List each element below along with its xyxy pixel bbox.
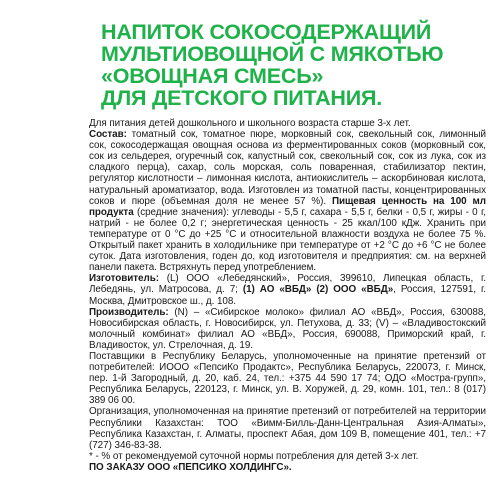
producer-text: (N) – «Сибирское молоко» филиал АО «ВБД», Россия, 630088, Новосибирская область, г. Новосибирск, ул. Петухова, д. 33; (V) – «Владивостокский молочный комбинат» филиал АО «ВБД», Россия, 690088, Приморский край, г. Владивосток, ул. Стрелочная, д. 19. bbox=[89, 306, 486, 351]
nutrition-label: Пищевая ценность на 100 мл продукта bbox=[89, 195, 486, 218]
composition-label: Состав: bbox=[89, 129, 127, 141]
nutrition-text: (средние значения): углеводы - 5,5 г, сахара - 5,5 г, белки - 0,5 г, жиры - 0 г, натрий - не более 0,2 г; энергетическая ценность - 25 ккал/100 кДж. Хранить при температуре от 0 °С до +25 °С и относительной влажности воздуха не более 75 %. Открытый пакет хранить в холодильнике при температуре от +2 °С до +6 °С не более суток. Дата изготовления, годен до, код изготовителя и предприятия: см. на верхней панели пакета. Встряхнуть перед употреблением. bbox=[89, 206, 486, 274]
kazakhstan-claims: Организация, уполномоченная на принятие претензий от потребителей на территории Республики Казахстан: ТОО «Вимм-Билль-Данн-Центральная Азия-Алматы», Республика Казахстан, г. Алматы, проспект Абая, дом 109 В, помещение 401, тел.: +7 (727) 346-83-38. bbox=[89, 406, 486, 451]
manufacturer-vbd: (1) АО «ВБД» (2) ООО «ВБД» bbox=[242, 284, 394, 296]
title-line-3: «ОВОЩНАЯ СМЕСЬ» bbox=[101, 64, 324, 88]
manufacturer-vbd-address: , Россия, 127591, г. Москва, Дмитровское ш., д. 108. bbox=[89, 284, 486, 307]
title-line-2: МУЛЬТИОВОЩНОЙ С МЯКОТЬЮ bbox=[101, 42, 444, 66]
composition-paragraph bbox=[89, 129, 486, 273]
footnote: * - % от рекомендуемой суточной нормы потребления для детей 3-х лет. bbox=[89, 450, 419, 462]
label-text bbox=[89, 118, 486, 473]
intro-text: Для питания детей дошкольного и школьного возраста старше 3-х лет. bbox=[89, 118, 411, 129]
manufacturer-paragraph bbox=[89, 273, 486, 306]
order-notice: ПО ЗАКАЗУ ООО «ПЕПСИКО ХОЛДИНГС». bbox=[89, 461, 292, 473]
producer-paragraph bbox=[89, 307, 486, 351]
product-title bbox=[89, 0, 486, 109]
title-line-4: ДЛЯ ДЕТСКОГО ПИТАНИЯ. bbox=[101, 86, 383, 110]
producer-label: Производитель: bbox=[89, 306, 169, 318]
title-line-1: НАПИТОК СОКОСОДЕРЖАЩИЙ bbox=[101, 20, 432, 44]
composition-text: томатный сок, томатное пюре, морковный сок, свекольный сок, лимонный сок, сокосодержащая овощная основа из ферментированных соков (морковный сок, сок из сельдерея, огуречный сок, капустный сок, свекольный сок, сок из лука, сок из сладкого перца), сахар, соль морская, соль поваренная, стабилизатор пектин, регулятор кислотности – лимонная кислота, антиокислитель – аскорбиновая кислота, натуральный ароматизатор, вода. Изготовлен из томатной пасты, концентрированных соков и пюре (объемная доля не менее 57 %). bbox=[89, 129, 486, 207]
belarus-suppliers: Поставщики в Республику Беларусь, уполномоченные на принятие претензий от потребителей: ИООО «ПепсиКо Продактс», Республика Беларусь, 220073, г. Минск, пер. 1-й Загородный, д. 20, каб. 24, тел.: +375 44 590 17 74; ОДО «Мостра-групп», Республика Беларусь, 220123, г. Минск, ул. В. Хоружей, д. 29, комн. 101, тел.: 8 (017) 389 06 00. bbox=[89, 350, 486, 407]
manufacturer-lebedyansky: (L) ООО «Лебедянский», Россия, 399610, Липецкая область, г. Лебедянь, ул. Матросова, д. 7; bbox=[89, 273, 486, 296]
manufacturer-label: Изготовитель: bbox=[89, 273, 159, 285]
